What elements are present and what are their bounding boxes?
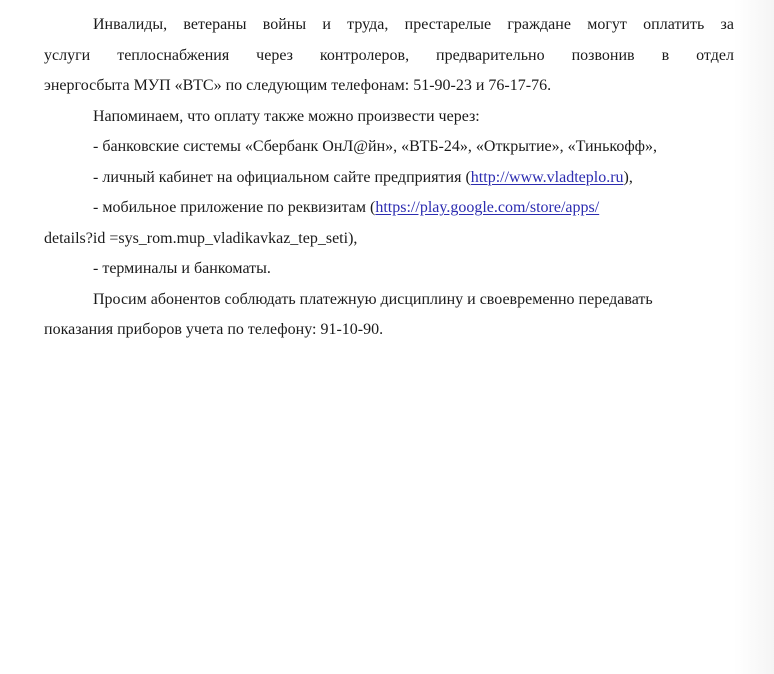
- page-edge-shadow: [734, 0, 774, 674]
- paragraph-3-line-2: показания приборов учета по телефону: 91-10-90.: [44, 321, 384, 338]
- word: отдел: [696, 46, 734, 64]
- list-item-app: [44, 193, 734, 224]
- word: за: [720, 16, 734, 33]
- paragraph-2: Напоминаем, что оплату также можно произвести через:: [93, 107, 480, 125]
- word: услуги: [44, 46, 91, 64]
- word: оплатить: [643, 16, 705, 33]
- vladteplo-website-link[interactable]: http://www.vladteplo.ru: [470, 168, 624, 186]
- word: теплоснабжения: [117, 46, 230, 64]
- list-item-cabinet: [44, 163, 734, 194]
- word: могут: [587, 16, 627, 33]
- word: предварительно: [436, 46, 545, 64]
- list-item-app-prefix: - мобильное приложение по реквизитам (: [93, 199, 376, 216]
- word: престарелые: [404, 16, 492, 33]
- word: в: [661, 46, 670, 64]
- word: граждане: [507, 16, 571, 33]
- word: Инвалиды,: [93, 16, 168, 33]
- paragraph-3-line-1: Просим абонентов соблюдать платежную дисциплину и своевременно передавать: [93, 290, 653, 308]
- list-item-app-continuation: details?id =sys_rom.mup_vladikavkaz_tep_seti),: [44, 229, 358, 247]
- word: труда,: [347, 16, 389, 33]
- list-item-cabinet-prefix: - личный кабинет на официальном сайте предприятия (: [93, 168, 471, 186]
- word: и: [322, 16, 331, 33]
- paragraph-1-line-1: [44, 10, 734, 41]
- paragraph-1-line-2: [44, 41, 734, 72]
- list-item-banks: - банковские системы «Сбербанк ОнЛ@йн», «ВТБ-24», «Открытие», «Тинькофф»,: [93, 138, 658, 155]
- word: позвонив: [571, 46, 635, 64]
- list-item-terminals: - терминалы и банкоматы.: [93, 260, 271, 277]
- google-play-link[interactable]: https://play.google.com/store/apps/: [375, 199, 600, 216]
- document-body: [44, 10, 734, 346]
- word: через: [256, 46, 293, 64]
- word: войны: [262, 16, 307, 33]
- word: ветераны: [183, 16, 247, 33]
- word: контролеров,: [319, 46, 410, 64]
- paragraph-1-line-3: энергосбыта МУП «ВТС» по следующим телефонам: 51-90-23 и 76-17-76.: [44, 77, 552, 94]
- list-item-cabinet-suffix: ),: [623, 168, 633, 186]
